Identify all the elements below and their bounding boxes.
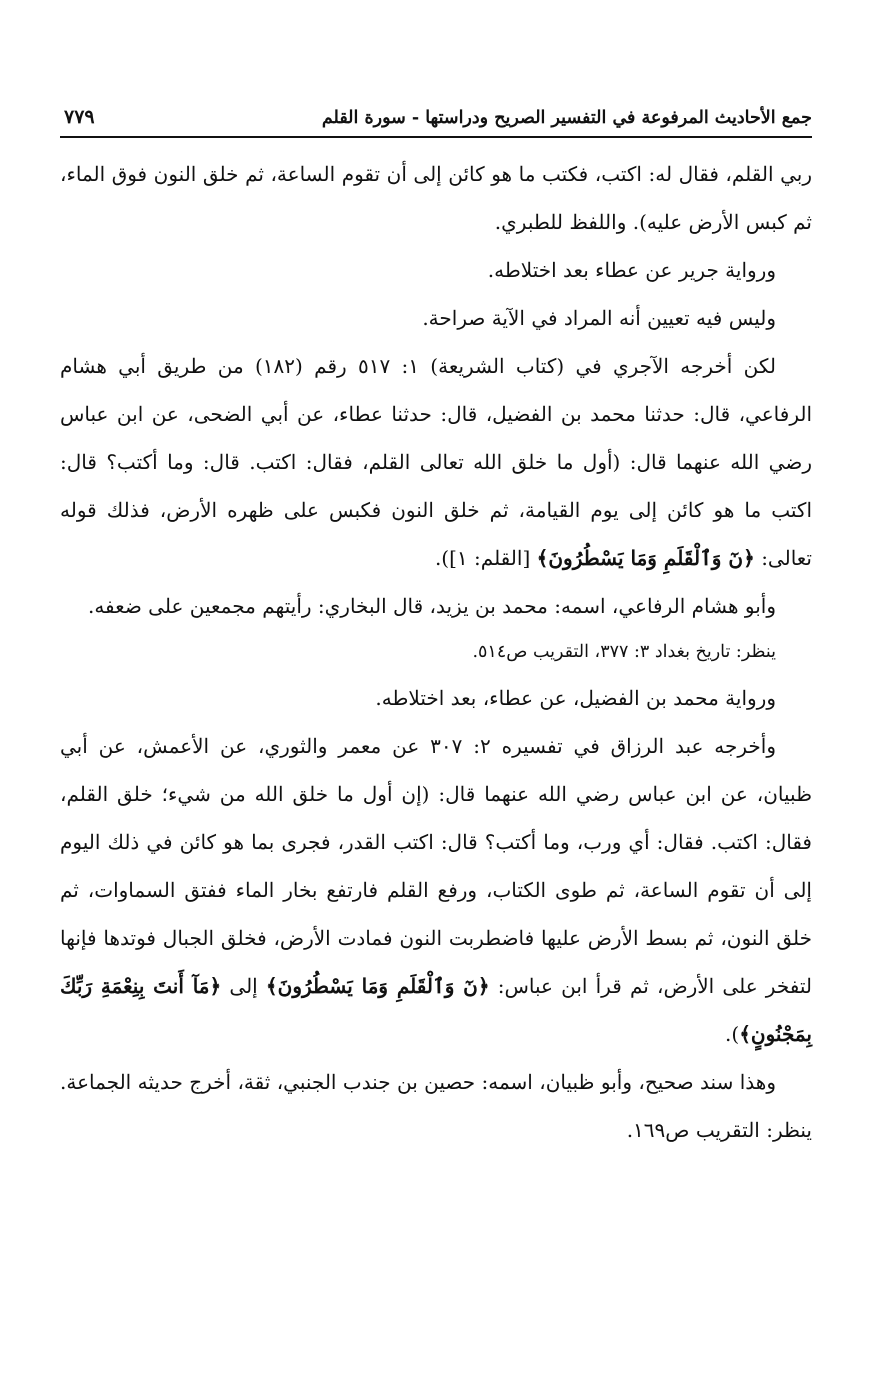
quran-verse: ﴿نٓ وَٱلْقَلَمِ وَمَا يَسْطُرُونَ﴾ xyxy=(265,974,490,998)
page-number: ٧٧٩ xyxy=(64,106,95,128)
paragraph-text: وهذا سند صحيح، وأبو ظبيان، اسمه: حصين بن جندب الجنبي، ثقة، أخرج حديثه الجماعة. ينظر: التقريب ص١٦٩. xyxy=(60,1070,812,1142)
connector-text: إلى xyxy=(221,974,266,998)
page-body xyxy=(60,138,812,1154)
reference-text: ينظر: تاريخ بغداد ٣: ٣٧٧، التقريب ص٥١٤. xyxy=(472,642,776,662)
paragraph-continuation xyxy=(60,150,812,246)
quran-verse: ﴿نٓ وَٱلْقَلَمِ وَمَا يَسْطُرُونَ﴾ xyxy=(536,546,755,570)
page-header xyxy=(60,100,812,138)
paragraph-ajurri xyxy=(60,342,812,582)
paragraph-text: وأبو هشام الرفاعي، اسمه: محمد بن يزيد، قال البخاري: رأيتهم مجمعين على ضعفه. xyxy=(87,594,776,618)
paragraph-sanad-sahih xyxy=(60,1058,812,1154)
book-page xyxy=(60,100,812,1154)
running-title: جمع الأحاديث المرفوعة في التفسير الصريح ودراستها - سورة القلم xyxy=(321,108,812,128)
paragraph-text: لكن أخرجه الآجري في (كتاب الشريعة) ١: ٥١٧ رقم (١٨٢) من طريق أبي هشام الرفاعي، قال: حدثنا محمد بن الفضيل، قال: حدثنا عطاء، عن أبي الضحى، عن ابن عباس رضي الله عنهما قال: (أول ما خلق الله تعالى القلم، فقال: اكتب. قال: وما أكتب؟ قال: اكتب ما هو كائن إلى يوم القيامة، ثم خلق النون فكبس على ظهره الأرض، فذلك قوله تعالى: xyxy=(60,354,812,570)
reference-note xyxy=(60,630,812,674)
paragraph-text: ورواية جرير عن عطاء بعد اختلاطه. xyxy=(487,258,776,282)
paragraph-text: ورواية محمد بن الفضيل، عن عطاء، بعد اختلاطه. xyxy=(375,686,776,710)
paragraph-jarir-note xyxy=(60,246,812,294)
paragraph-abu-hisham xyxy=(60,582,812,630)
paragraph-text: ربي القلم، فقال له: اكتب، فكتب ما هو كائن إلى أن تقوم الساعة، ثم خلق النون فوق الماء، ثم كبس الأرض عليه). واللفظ للطبري. xyxy=(60,162,812,234)
paragraph-no-explicit xyxy=(60,294,812,342)
paragraph-text: وليس فيه تعيين أنه المراد في الآية صراحة. xyxy=(422,306,776,330)
verse-reference: [القلم: ١]). xyxy=(434,546,537,570)
paragraph-ibn-fudayl xyxy=(60,674,812,722)
closing-text: ). xyxy=(725,1022,740,1046)
paragraph-text: وأخرجه عبد الرزاق في تفسيره ٢: ٣٠٧ عن معمر والثوري، عن الأعمش، عن أبي ظبيان، عن ابن عباس رضي الله عنهما قال: (إن أول ما خلق الله من شيء؛ خلق القلم، فقال: اكتب. فقال: أي ورب، وما أكتب؟ قال: اكتب القدر، فجرى بما هو كائن في ذلك اليوم إلى أن تقوم الساعة، ثم طوى الكتاب، ورفع القلم فارتفع بخار الماء ففتق السماوات، ثم خلق النون، ثم بسط الأرض عليها فاضطربت النون فمادت الأرض، فخلق الجبال فوتدها فإنها لتفخر على الأرض، ثم قرأ ابن عباس: xyxy=(60,734,812,998)
quran-verse-end: ﴿مَآ أَنتَ بِنِعْمَةِ رَبِّكَ بِمَجْنُونٍ﴾ xyxy=(60,974,812,1046)
paragraph-abd-al-razzaq xyxy=(60,722,812,1058)
